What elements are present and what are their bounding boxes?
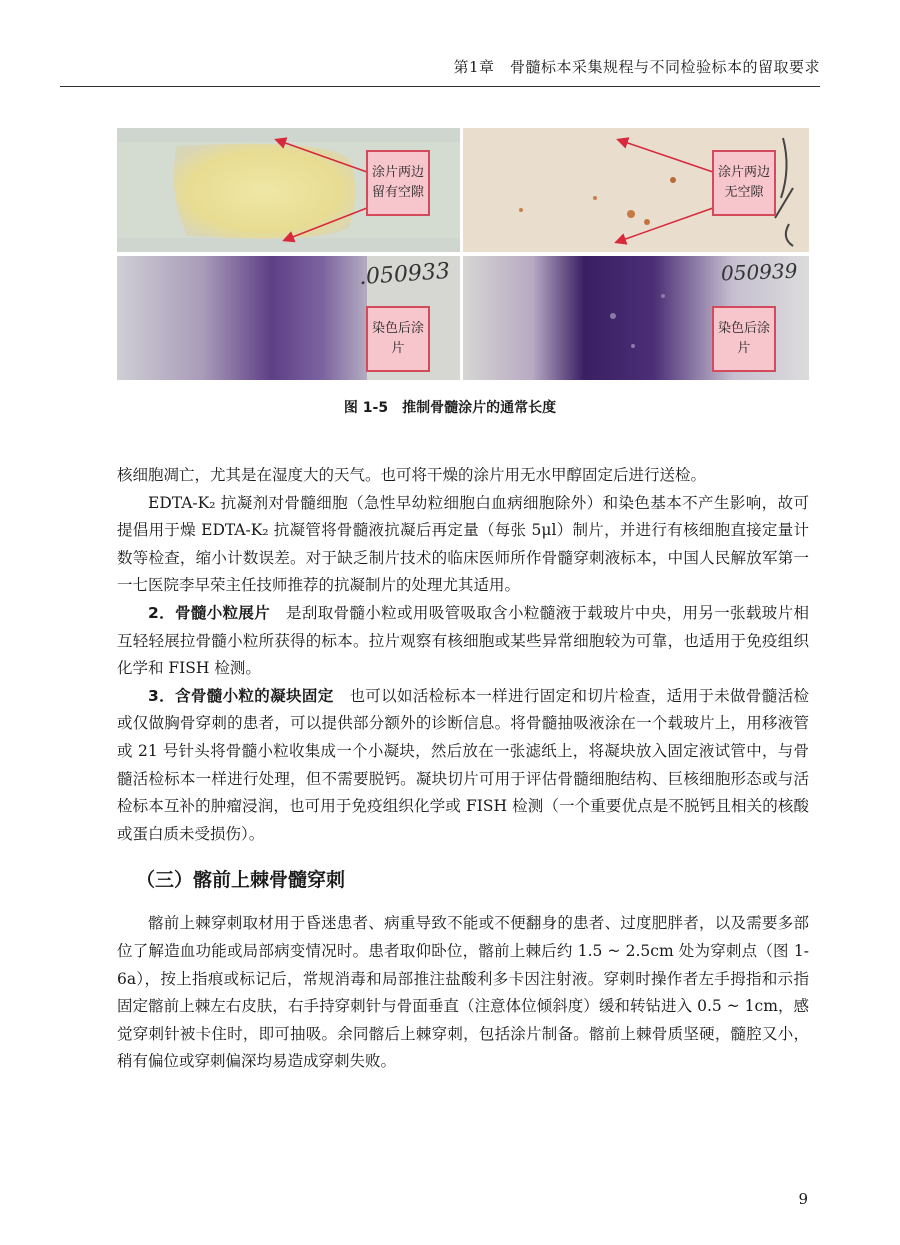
running-header: 第1章 骨髓标本采集规程与不同检验标本的留取要求: [453, 58, 820, 76]
paragraph-3: [117, 600, 809, 683]
label-margin-left: 涂片两边留有空隙: [366, 150, 430, 216]
subheading-clot-fixation: 3．含骨髓小粒的凝块固定: [148, 686, 334, 705]
subheading-marrow-particle-spread: 2．骨髓小粒展片: [148, 603, 271, 622]
label-stained-left: 染色后涂片: [366, 306, 430, 372]
arrow-top-left-lower: [285, 208, 367, 240]
page-number: 9: [798, 1190, 808, 1208]
arrow-top-right-lower: [617, 208, 713, 242]
annotation-arrows: [117, 128, 809, 380]
paragraph-3-text: 是刮取骨髓小粒或用吸管吸取含小粒髓液于载玻片中央，用另一张载玻片相互轻轻展拉骨髓小粒所获得的标本。拉片观察有核细胞或某些异常细胞较为可靠，也适用于免疫组织化学和 FISH 检测。: [117, 603, 809, 678]
figure-caption: 图 1-5 推制骨髓涂片的通常长度: [343, 400, 557, 416]
label-no-margin: 涂片两边无空隙: [712, 150, 776, 216]
paragraph-1: 核细胞凋亡，尤其是在湿度大的天气。也可将干燥的涂片用无水甲醇固定后进行送检。: [117, 466, 707, 484]
paragraph-5: 髂前上棘穿刺取材用于昏迷患者、病重导致不能或不便翻身的患者、过度肥胖者，以及需要多部位了解造血功能或局部病变情况时。患者取仰卧位，髂前上棘后约 1.5 ~ 2.5cm 处为穿刺点（图 1-6a），按上指痕或标记后，常规消毒和局部推注盐酸利多卡因注射液。穿刺时操作者左手拇指和示指固定髂前上棘左右皮肤，右手持穿刺针与骨面垂直（注意体位倾斜度）缓和转钻进入 0.5 ~ 1cm，感觉穿刺针被卡住时，即可抽吸。余同髂后上棘穿刺，包括涂片制备。髂前上棘骨质坚硬，髓腔又小，稍有偏位或穿刺偏深均易造成穿刺失败。: [117, 914, 809, 1071]
slide-number-left: .050933: [358, 258, 451, 291]
paragraph-2: EDTA-K₂ 抗凝剂对骨髓细胞（急性早幼粒细胞白血病细胞除外）和染色基本不产生影响，故可提倡用于燥 EDTA-K₂ 抗凝管将骨髓液抗凝后再定量（每张 5μl）制片，并进行有核细胞直接定量计数等检查，缩小计数误差。对于缺乏制片技术的临床医师所作骨髓穿刺液标本，中国人民解放军第一一七医院李早荣主任技师推荐的抗凝制片的处理尤其适用。: [117, 493, 809, 595]
section-heading: （三）髂前上棘骨髓穿刺: [136, 869, 346, 892]
body-text: [117, 462, 809, 1076]
paragraph-4-text: 也可以如活检标本一样进行固定和切片检查，适用于未做骨髓活检或仅做胸骨穿刺的患者，可以提供部分额外的诊断信息。将骨髓抽吸液涂在一个载玻片上，用移液管或 21 号针头将骨髓小粒收集成一个小凝块，然后放在一张滤纸上，将凝块放入固定液试管中，与骨髓活检标本一样进行处理，但不需要脱钙。凝块切片可用于评估骨髓细胞结构、巨核细胞形态或与活检标本互补的肿瘤浸润，也可用于免疫组织化学或 FISH 检测（一个重要优点是不脱钙且相关的核酸或蛋白质未受损伤）。: [117, 686, 809, 843]
arrow-top-right-upper: [619, 140, 713, 172]
header-divider: [60, 86, 820, 87]
paragraph-4: [117, 683, 809, 849]
slide-number-right: 050939: [720, 258, 798, 286]
figure-1-5: [117, 128, 809, 380]
label-stained-right: 染色后涂片: [712, 306, 776, 372]
arrow-top-left-upper: [277, 140, 367, 172]
